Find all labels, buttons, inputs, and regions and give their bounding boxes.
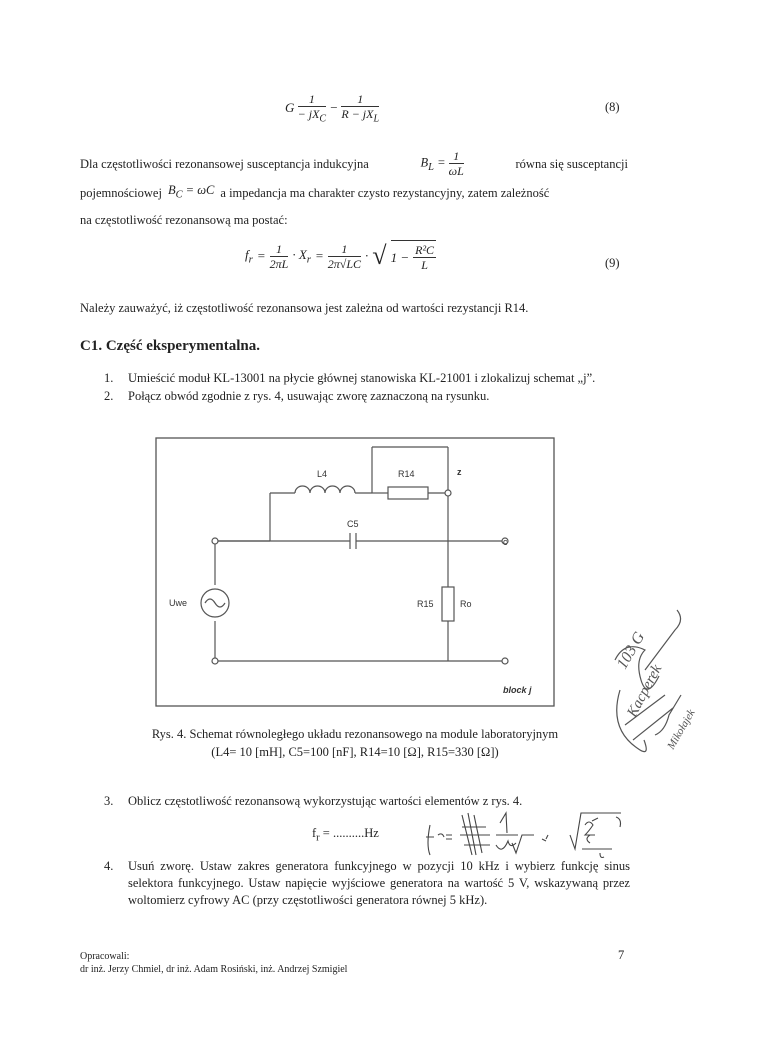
eq9-den1: 2πL (269, 256, 289, 271)
p1-text-d: a impedancja ma charakter czysto rezystancyjny, zatem zależność (220, 185, 550, 200)
footer-authors: dr inż. Jerzy Chmiel, dr inż. Adam Rosiński, inż. Andrzej Szmigiel (80, 964, 348, 975)
p1-eq: = (437, 154, 446, 169)
p1-bl-sub: L (428, 161, 434, 173)
p1-text-a: Dla częstotliwości rezonansowej susceptancja indukcyjna (80, 157, 369, 171)
label-ro: Ro (460, 599, 472, 609)
step-number: 2. (104, 389, 114, 403)
handwritten-signature (595, 600, 725, 770)
step-text: Usuń zworę. Ustaw zakres generatora funkcyjnego w pozycji 10 kHz i wybierz funkcję sinus selektora funkcyjnego. Ustaw napięcie wyjściowe generatora na wartość 5 V, wskazywaną przez woltomierz cyfrowy AC (przy częstotliwości generatora równej 5 kHz). (128, 859, 630, 907)
section-title: C1. Część eksperymentalna. (80, 338, 260, 354)
p1-bc: B (167, 183, 176, 197)
step-text: Umieścić moduł KL-13001 na płycie głównej stanowiska KL-21001 i zlokalizuj schemat „j”. (128, 371, 596, 385)
step-number: 1. (104, 371, 114, 385)
label-c: c (503, 537, 508, 547)
circuit-schematic (155, 437, 555, 707)
step-number: 3. (104, 794, 114, 808)
eq8-fraction-1 (298, 92, 326, 126)
caption-line-2: (L4= 10 [mH], C5=100 [nF], R14=10 [Ω], R15=330 [Ω]) (211, 745, 499, 759)
label-block: block j (503, 685, 532, 695)
steps-list-3 (104, 858, 630, 909)
step-number: 4. (104, 859, 114, 873)
eq9-num1: 1 (270, 242, 289, 257)
page-footer (80, 950, 347, 976)
eq9-sqrt-prefix: 1 − (390, 249, 410, 265)
footer-authors-label: Opracowali: (80, 951, 130, 962)
eq9-mult1-sub: r (306, 253, 311, 266)
eq8-fraction-2 (341, 92, 379, 126)
eq9-eq2: = (314, 248, 324, 263)
fill-rest: = ..........Hz (319, 826, 379, 840)
p1-den: ωL (448, 163, 464, 178)
eq9-sqrt: √ (372, 241, 387, 270)
eq9-den2: 2π√LC (327, 256, 362, 271)
eq9-eq1: = (256, 248, 266, 263)
step-text: Oblicz częstotliwość rezonansową wykorzystując wartości elementów z rys. 4. (128, 794, 523, 808)
page-number: 7 (618, 948, 625, 962)
paragraph-resonance (80, 150, 628, 232)
steps-list-1 (104, 370, 630, 405)
figure-caption (100, 725, 610, 761)
p1-text-e: na częstotliwość rezonansową ma postać: (80, 212, 288, 227)
equation-9 (245, 240, 436, 272)
equation-8 (285, 92, 379, 126)
eq9-mult2: · (365, 248, 369, 263)
eq9-den3: L (421, 258, 428, 272)
p1-text-b: równa się susceptancji (515, 157, 628, 171)
fill-f: f (312, 826, 317, 840)
p1-num: 1 (449, 149, 464, 164)
frequency-fill-in (312, 826, 379, 844)
equation-9-number: (9) (605, 256, 620, 270)
fill-f-sub: r (316, 832, 320, 844)
paragraph-note: Należy zauważyć, iż częstotliwość rezonansowa jest zależna od wartości rezystancji R14. (80, 301, 529, 315)
eq8-lhs: G (285, 100, 295, 116)
label-uwe: Uwe (169, 598, 188, 608)
handwritten-note: 103 G (613, 629, 649, 672)
label-r15: R15 (417, 599, 434, 609)
p1-bc-sub: C (175, 189, 183, 201)
p1-bc-eq: = ωC (185, 183, 215, 197)
p1-bl: B (420, 154, 429, 169)
label-l4: L4 (317, 469, 328, 479)
handwritten-formula (420, 805, 635, 865)
list-item (104, 858, 630, 909)
label-z: z (457, 467, 462, 477)
handwritten-name-2: Mikołajek (665, 707, 698, 752)
eq9-lhs-sub: r (248, 253, 253, 266)
eq8-minus: − (329, 100, 339, 116)
eq8-num1: 1 (298, 92, 326, 107)
eq8-den2: R − jX (341, 107, 374, 121)
step-text: Połącz obwód zgodnie z rys. 4, usuwając zworę zaznaczoną na rysunku. (128, 389, 490, 403)
eq9-num2: 1 (328, 242, 361, 257)
eq8-num2: 1 (341, 92, 379, 107)
eq9-mult1: · X (292, 246, 307, 262)
eq9-lhs: f (245, 246, 249, 262)
equation-8-number: (8) (605, 100, 620, 114)
list-item (104, 370, 630, 387)
eq9-sqrt-body (391, 240, 436, 272)
p1-text-c: pojemnościowej (80, 185, 162, 200)
eq8-den1-sub: C (319, 113, 327, 125)
eq8-den1: − jX (297, 107, 320, 121)
label-r14: R14 (398, 469, 415, 479)
eq9-num3: R²C (415, 243, 435, 257)
list-item (104, 388, 630, 405)
label-c5: C5 (347, 519, 359, 529)
handwritten-name-1: Kacperek (624, 662, 666, 720)
eq8-den2-sub: L (373, 113, 380, 125)
caption-line-1: Rys. 4. Schemat równoległego układu rezonansowego na module laboratoryjnym (151, 727, 559, 741)
schematic-frame (156, 438, 554, 706)
